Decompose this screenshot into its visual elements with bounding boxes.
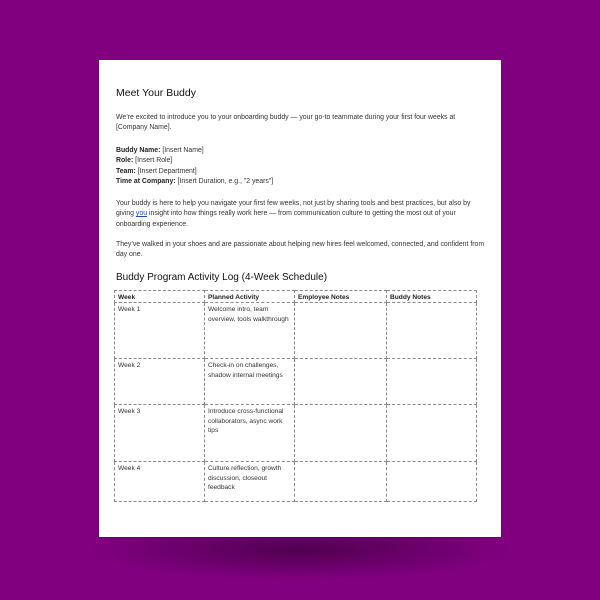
team-label: Team: [116, 167, 134, 175]
time-at-company-value: [Insert Duration, e.g., "2 years"]: [177, 177, 274, 185]
buddy-notes-cell[interactable]: [387, 405, 477, 462]
table-header-row: [115, 291, 477, 303]
help-text-end: insight into how things really work here — from communication culture to getting the most out of your onboarding experience.: [116, 210, 456, 228]
employee-notes-cell[interactable]: [295, 359, 387, 405]
team-line: [116, 167, 486, 177]
walked-paragraph: They’ve walked in your shoes and are passionate about helping new hires feel welcomed, connected, and confident from day one.: [116, 241, 485, 259]
planned-activity-cell: Check-in on challenges, shadow internal meetings: [205, 359, 295, 405]
buddy-name-line: [116, 146, 486, 156]
header-employee-notes: Employee Notes: [295, 291, 387, 303]
week-cell: Week 1: [115, 303, 205, 359]
table-row: [115, 462, 477, 502]
buddy-notes-cell[interactable]: [387, 303, 477, 359]
label-colon: :: [173, 177, 176, 185]
header-planned-activity: Planned Activity: [205, 291, 295, 303]
table-row: [115, 359, 477, 405]
week-cell: Week 4: [115, 462, 205, 502]
label-colon: :: [133, 167, 136, 175]
label-colon: :: [130, 157, 134, 165]
employee-notes-cell[interactable]: [295, 303, 387, 359]
buddy-name-value: [Insert Name]: [162, 147, 204, 154]
team-value: [Insert Department]: [137, 167, 197, 175]
buddy-details: [116, 146, 486, 187]
buddy-name-label: Buddy Name: [116, 147, 159, 154]
planned-activity-cell: Culture reflection, growth discussion, closeout feedback: [205, 462, 295, 502]
document-title: Meet Your Buddy: [116, 87, 196, 99]
table-row: [115, 405, 477, 462]
week-cell: Week 3: [115, 405, 205, 462]
planned-activity-cell: Welcome intro, team overview, tools walkthrough: [205, 303, 295, 359]
buddy-help-paragraph: [116, 199, 486, 230]
time-at-company-line: [116, 177, 486, 187]
header-buddy-notes: Buddy Notes: [387, 291, 477, 303]
role-line: [116, 156, 486, 166]
label-colon: :: [158, 147, 161, 154]
time-at-company-label: Time at Company: [116, 177, 174, 185]
buddy-notes-cell[interactable]: [387, 462, 477, 502]
employee-notes-cell[interactable]: [295, 462, 387, 502]
role-value: [Insert Role]: [135, 157, 173, 165]
document-page: [99, 60, 501, 537]
header-week: Week: [115, 291, 205, 303]
you-link[interactable]: you: [135, 210, 148, 218]
help-text-start: Your buddy is here to help you navigate your first few weeks, not just by sharing tools and best practices, but also by giving: [116, 200, 471, 218]
planned-activity-cell: Introduce cross-functional collaborators, async work tips: [205, 405, 295, 462]
activity-log-title: Buddy Program Activity Log (4-Week Schedule): [116, 272, 328, 283]
role-label: Role: [116, 157, 131, 165]
intro-paragraph: We’re excited to introduce you to your onboarding buddy — your go-to teammate during your first four weeks at [Company Name].: [116, 114, 456, 132]
buddy-notes-cell[interactable]: [387, 359, 477, 405]
activity-log-table: [114, 290, 477, 502]
week-cell: Week 2: [115, 359, 205, 405]
employee-notes-cell[interactable]: [295, 405, 387, 462]
table-row: [115, 303, 477, 359]
